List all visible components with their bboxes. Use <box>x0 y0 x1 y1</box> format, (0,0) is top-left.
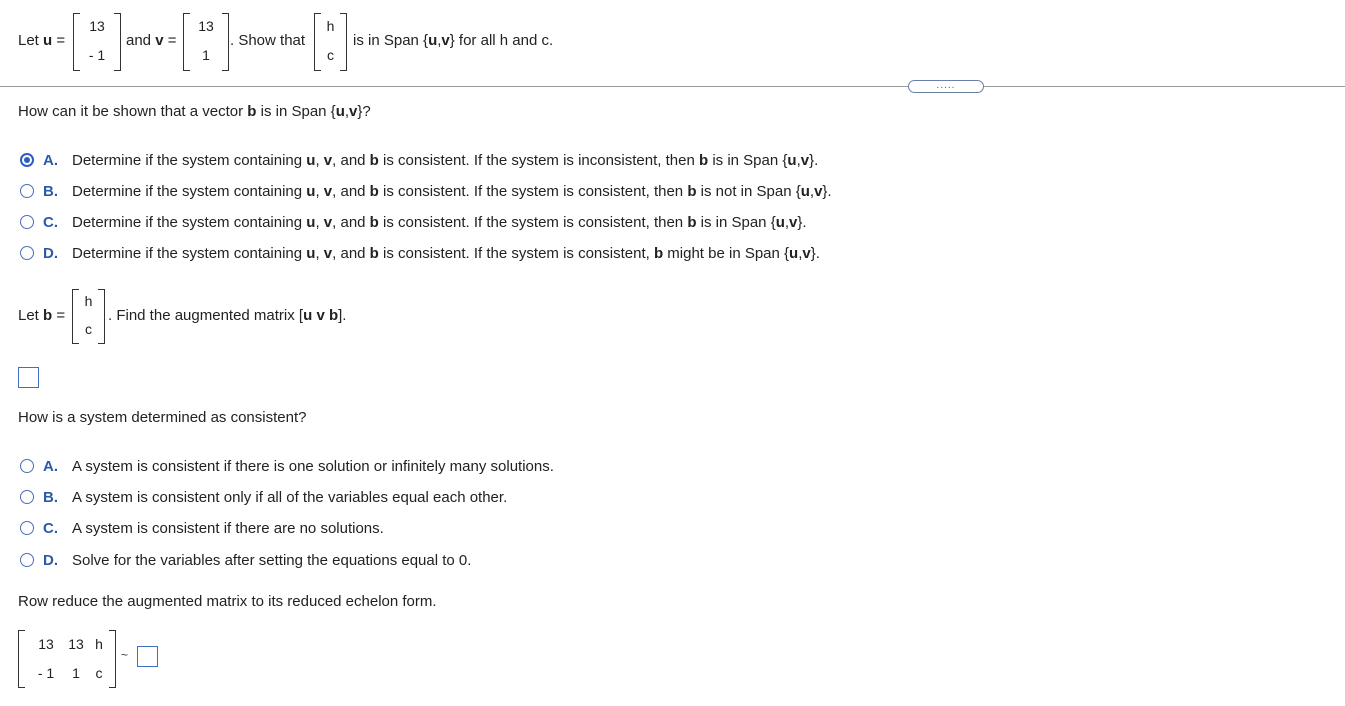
option-letter: A. <box>43 152 58 169</box>
show-that-text: . Show that <box>230 32 306 49</box>
augmented-instruction: . Find the augmented matrix [u v b]. <box>108 307 347 324</box>
option-text: A system is consistent if there are no solutions. <box>72 520 384 537</box>
matrix-cell: 13 <box>38 636 54 652</box>
radio-icon[interactable] <box>20 459 34 473</box>
option-letter: D. <box>43 552 58 569</box>
section-divider <box>0 86 1345 87</box>
u-entry-1: 13 <box>89 18 105 34</box>
b-vector <box>72 289 105 344</box>
radio-icon[interactable] <box>20 521 34 535</box>
matrix-cell: c <box>95 665 103 681</box>
u-label: u <box>43 32 53 49</box>
option-letter: B. <box>43 489 58 506</box>
option-text: Solve for the variables after setting the equations equal to 0. <box>72 552 472 569</box>
header-let-u <box>18 32 65 49</box>
b-label: b <box>43 307 53 324</box>
equals-sign: = <box>167 32 177 49</box>
matrix-cell: 13 <box>68 636 84 652</box>
let-b-label <box>18 307 65 324</box>
matrix-cell: h <box>95 636 103 652</box>
span-statement: is in Span {u,v} for all h and c. <box>353 32 554 49</box>
v-vector <box>183 13 229 71</box>
option-letter: D. <box>43 245 58 262</box>
q3-prompt: Row reduce the augmented matrix to its reduced echelon form. <box>18 593 437 610</box>
option-text: A system is consistent if there is one solution or infinitely many solutions. <box>72 458 554 475</box>
option-letter: C. <box>43 214 58 231</box>
option-text: A system is consistent only if all of the variables equal each other. <box>72 489 508 506</box>
let-text: Let <box>18 307 39 324</box>
equals-sign: = <box>56 32 66 49</box>
matrix-cell: - 1 <box>37 665 55 681</box>
option-text: Determine if the system containing u, v, and b is consistent. If the system is consistent, b might be in Span {u,v}. <box>72 245 820 262</box>
q1-prompt-post: is in Span {u,v}? <box>260 103 371 120</box>
augmented-matrix-answer-box[interactable] <box>18 367 39 388</box>
option-text: Determine if the system containing u, v, and b is consistent. If the system is consistent, then b is not in Span {u,v}. <box>72 183 832 200</box>
radio-icon[interactable] <box>20 215 34 229</box>
radio-icon[interactable] <box>20 184 34 198</box>
option-letter: A. <box>43 458 58 475</box>
equals-sign: = <box>56 307 66 324</box>
radio-icon-selected[interactable] <box>20 153 34 167</box>
target-entry-2: c <box>327 47 334 63</box>
q1-prompt-pre: How can it be shown that a vector <box>18 103 244 120</box>
v-label: v <box>155 32 164 49</box>
option-letter: C. <box>43 520 58 537</box>
q1-prompt <box>18 103 371 120</box>
row-equivalent-tilde: ~ <box>121 648 129 662</box>
radio-icon[interactable] <box>20 490 34 504</box>
q1-prompt-b: b <box>247 103 257 120</box>
option-text: Determine if the system containing u, v, and b is consistent. If the system is consistent, then b is in Span {u,v}. <box>72 214 807 231</box>
augmented-matrix <box>18 630 116 688</box>
q2-prompt: How is a system determined as consistent? <box>18 409 307 426</box>
let-text: Let <box>18 32 39 49</box>
option-text: Determine if the system containing u, v, and b is consistent. If the system is inconsistent, then b is in Span {u,v}. <box>72 152 819 169</box>
u-entry-2: - 1 <box>88 47 106 63</box>
radio-icon[interactable] <box>20 246 34 260</box>
target-entry-1: h <box>326 18 335 34</box>
matrix-cell: 1 <box>72 665 80 681</box>
u-vector <box>73 13 121 71</box>
v-entry-1: 13 <box>198 18 214 34</box>
v-entry-2: 1 <box>202 47 210 63</box>
expand-more-button[interactable]: ..... <box>908 80 984 93</box>
target-vector <box>314 13 347 71</box>
option-letter: B. <box>43 183 58 200</box>
radio-icon[interactable] <box>20 553 34 567</box>
and-text: and <box>126 32 152 49</box>
rref-answer-box[interactable] <box>137 646 158 667</box>
b-entry-2: c <box>85 321 92 337</box>
and-v-label <box>126 32 176 49</box>
b-entry-1: h <box>84 293 93 309</box>
